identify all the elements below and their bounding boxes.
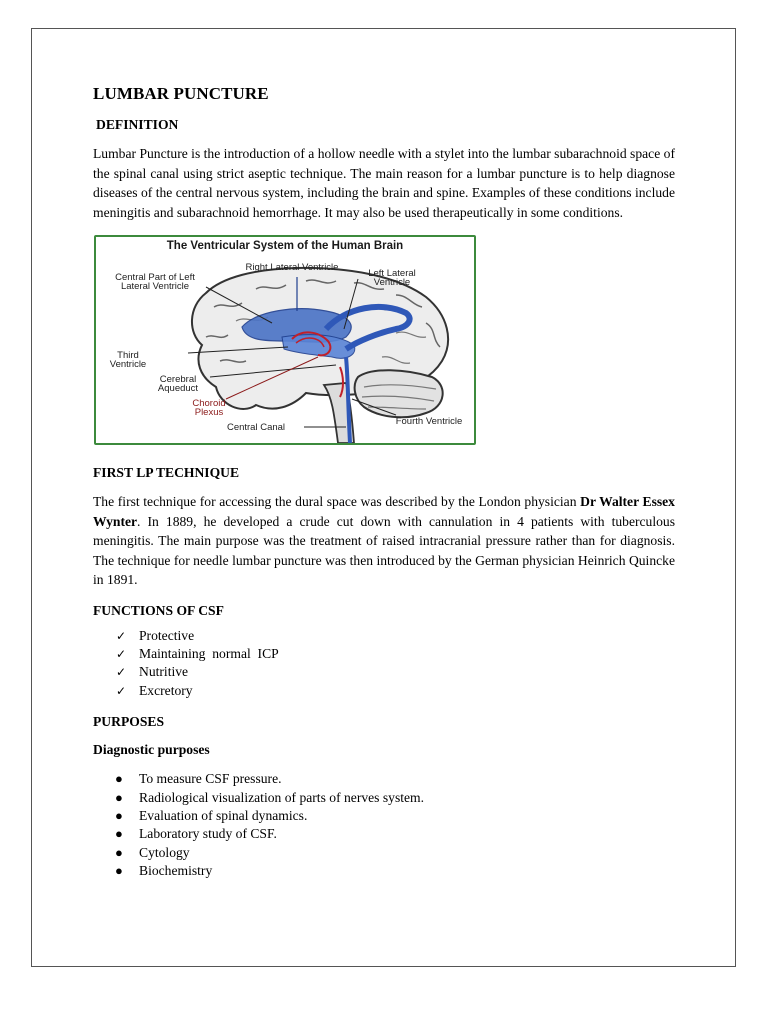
definition-heading: DEFINITION [96,117,179,132]
check-icon: ✓ [116,646,127,661]
label-choroid-plexus: Choroid Plexus [192,398,226,418]
bullet-icon: ● [115,771,123,787]
figure-title: The Ventricular System of the Human Brain [166,240,404,252]
list-item: ● Radiological visualization of parts of nerves system. [93,789,675,807]
functions-heading: FUNCTIONS OF CSF [93,602,224,618]
bullet-icon: ● [115,826,123,842]
label-right-lateral-ventricle: Right Lateral Ventricle [245,262,339,273]
list-item: ✓ Nutritive [93,663,675,681]
definition-text: Lumbar Puncture is the introduction of a hollow needle with a stylet into the lumbar subarachnoid space of the spinal canal using strict aseptic technique. The main reason for a lumbar puncture is to help diagnose diseases of the central nervous system, including the brain and spine. Examples of these conditions include meningitis and subarachnoid hemorrhage. It may also be used therapeutically in some conditions. [93,146,675,220]
first-lp-text-a: The first technique for accessing the dural space was described by the London physician [93,494,581,509]
functions-list [93,627,675,701]
label-central-part-left-lateral-ventricle: Central Part of Left Lateral Ventricle [115,272,195,292]
check-icon: ✓ [116,665,127,680]
label-third-ventricle: Third Ventricle [109,350,147,370]
document-title: LUMBAR PUNCTURE [93,84,269,103]
check-icon: ✓ [116,628,127,643]
list-item: ● Evaluation of spinal dynamics. [93,807,675,825]
bullet-icon: ● [115,789,123,805]
purposes-heading: PURPOSES [93,714,165,730]
document-content [93,84,675,881]
first-lp-text-b: . In 1889, he developed a crude cut down with cannulation in 4 patients with tuberculous meningitis. The main purpose was the treatment of raised intracranial pressure rather than for diagnosis. The technique for needle lumbar puncture was then introduced by the German physician Heinrich Quincke in 1891. [93,513,675,587]
brain-ventricle-figure [94,235,476,445]
list-item: ✓ Protective [93,627,675,645]
list-item: ● Laboratory study of CSF. [93,825,675,843]
list-item: ✓ Excretory [93,682,675,700]
list-item: ● Cytology [93,844,675,862]
label-central-canal: Central Canal [226,422,286,433]
check-icon: ✓ [116,683,127,698]
diagnostic-purposes-subheading: Diagnostic purposes [93,742,210,758]
list-item: ✓ Maintaining normal ICP [93,645,675,663]
diagnostic-purposes-list [93,770,675,880]
first-lp-heading: FIRST LP TECHNIQUE [93,465,240,480]
bullet-icon: ● [115,844,123,860]
label-cerebral-aqueduct: Cerebral Aqueduct [157,374,199,394]
first-lp-text [93,492,675,590]
label-left-lateral-ventricle: Left Lateral Ventricle [368,268,416,288]
bullet-icon: ● [115,807,123,823]
list-item: ● Biochemistry [93,862,675,880]
list-item: ● To measure CSF pressure. [93,770,675,788]
bullet-icon: ● [115,863,123,879]
physician-name: Dr Walter Essex Wynter [93,494,675,529]
label-fourth-ventricle: Fourth Ventricle [395,416,463,427]
